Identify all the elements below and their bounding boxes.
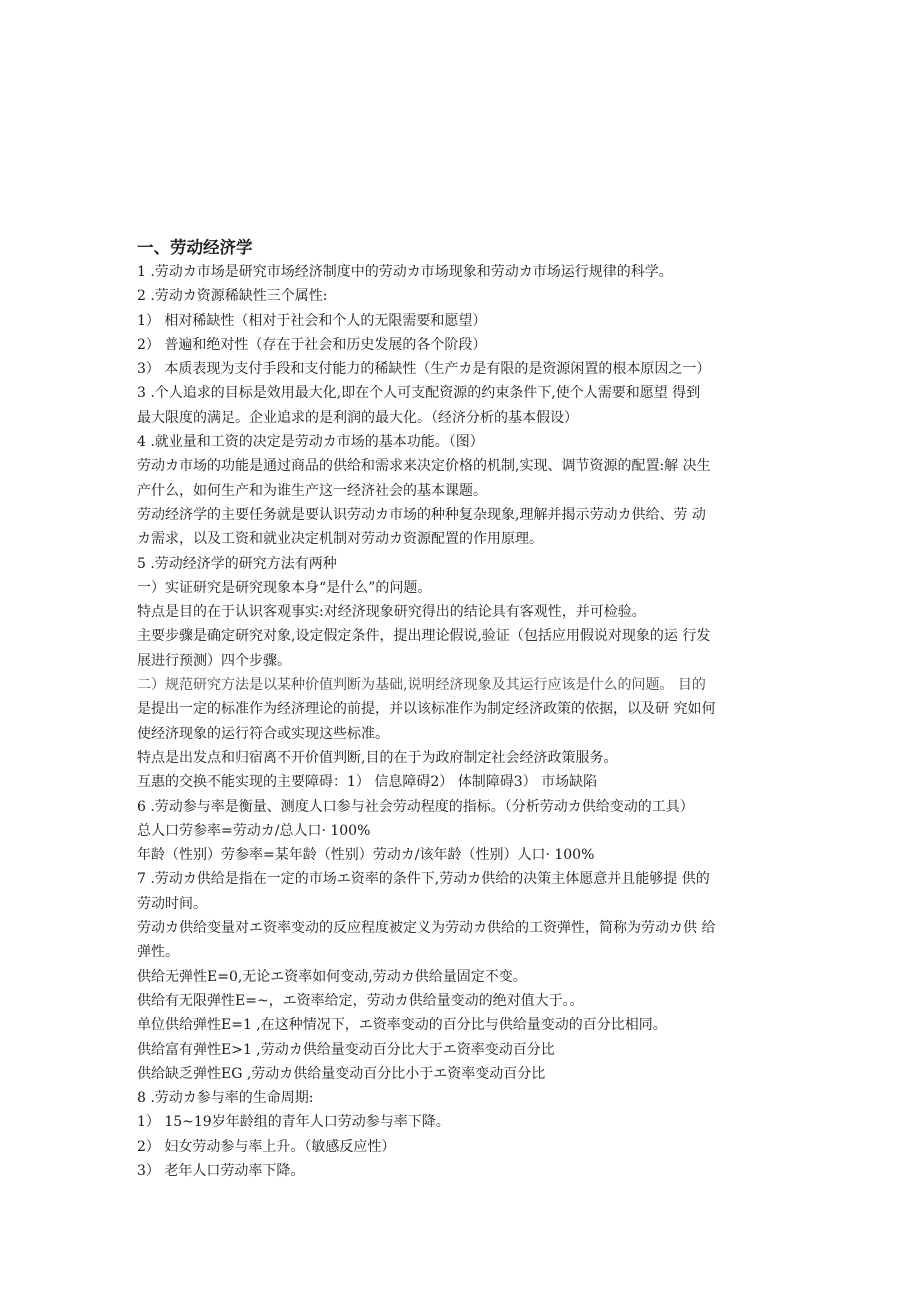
- section-title: 一、劳动经济学: [137, 238, 253, 257]
- text-line: 总人口劳参率=劳动カ/总人口· 100%: [137, 822, 371, 839]
- text-line: 劳动カ市场的功能是通过商品的供给和需求来决定价格的机制,实现、调节资源的配置:解 决生: [137, 458, 711, 475]
- text-line: 2） 妇女劳动参与率上升。（敏感反应性）: [137, 1138, 396, 1155]
- text-line: 弹性。: [137, 944, 179, 961]
- text-line: 一）实证研究是研究现象本身“是什么”的问题。: [137, 579, 432, 596]
- text-line: 3） 本质表现为支付手段和支付能力的稀缺性（生产カ是有限的是资源闲置的根本原因之一）: [137, 361, 711, 378]
- text-line: 最大限度的满足。企业追求的是利润的最大化。（经济分析的基本假设）: [137, 409, 578, 426]
- text-line: 4 .就业量和工资的决定是劳动カ市场的基本功能。（图）: [137, 434, 484, 451]
- text-line: 互惠的交换不能实现的主要障碍：1） 信息障碍2） 体制障碍3） 市场缺陷: [137, 774, 598, 791]
- text-line: 使经济现象的运行符合或实现这些标准。: [137, 725, 389, 742]
- text-line: 2 .劳动カ资源稀缺性三个属性:: [137, 288, 328, 305]
- text-line: 8 .劳动カ参与率的生命周期:: [137, 1090, 314, 1107]
- text-line: 主要步骤是确定研究对象,设定假定条件，提出理论假说,验证（包括应用假说对现象的运 行发: [137, 628, 711, 645]
- text-line: 劳动时间。: [137, 895, 207, 912]
- text-line: 特点是出发点和归宿离不开价值判断,目的在于为政府制定社会经济政策服务。: [137, 749, 618, 766]
- text-line: 供给缺乏弹性EG ,劳动カ供给量变动百分比小于エ资率变动百分比: [137, 1065, 546, 1082]
- text-line: 7 .劳动カ供给是指在一定的市场エ资率的条件下,劳动カ供给的决策主体愿意并且能够提 供的: [137, 871, 710, 888]
- document-body: [137, 260, 787, 1183]
- text-line: 供给有无限弹性E=~，エ资率给定，劳动カ供给量变动的绝对值大于。。: [137, 992, 584, 1009]
- text-line: 1） 相对稀缺性（相对于社会和个人的无限需要和愿望）: [137, 312, 487, 329]
- text-line: 单位供给弹性E=1 ,在这种情况下，エ资率变动的百分比与供给量变动的百分比相同。: [137, 1017, 667, 1034]
- text-line: 供给富有弹性E>1 ,劳动カ供给量变动百分比大于エ资率变动百分比: [137, 1041, 555, 1058]
- document-page: [137, 236, 787, 1183]
- text-line: 1） 15~19岁年龄组的青年人口劳动参与率下降。: [137, 1114, 450, 1131]
- text-line: 3 .个人追求的目标是效用最大化,即在个人可支配资源的约束条件下,使个人需要和愿望 得到: [137, 385, 701, 402]
- text-line: 展进行预测）四个步骤。: [137, 652, 291, 669]
- text-line: 5 .劳动经济学的研究方法有两种: [137, 555, 337, 572]
- text-line: 供给无弹性E=0,无论エ资率如何变动,劳动カ供给量固定不变。: [137, 968, 527, 985]
- text-line: 二）规范研究方法是以某种价值判断为基础,说明经济现象及其运行应该是什么的问题。 目的: [137, 677, 706, 694]
- text-line: 3） 老年人口劳动率下降。: [137, 1162, 305, 1179]
- text-line: 2） 普遍和绝对性（存在于社会和历史发展的各个阶段）: [137, 336, 487, 353]
- text-line: 劳动经济学的主要任务就是要认识劳动カ市场的种种复杂现象,理解并揭示劳动カ供给、劳 动: [137, 506, 706, 523]
- text-line: 年龄（性别）劳参率=某年龄（性别）劳动カ/该年龄（性别）人口· 100%: [137, 847, 595, 864]
- text-line: 产什么，如何生产和为谁生产这一经济社会的基本课题。: [137, 482, 487, 499]
- text-line: 特点是目的在于认识客观事实:对经济现象研究得出的结论具有客观性，并可检验。: [137, 604, 646, 621]
- text-line: カ需求，以及工资和就业决定机制对劳动カ资源配置的作用原理。: [137, 531, 543, 548]
- text-line: 劳动カ供给变量对エ资率变动的反应程度被定义为劳动カ供给的工资弹性，简称为劳动カ供 给: [137, 920, 716, 937]
- text-line: 是提出一定的标准作为经济理论的前提，并以该标准作为制定经济政策的依据，以及研 究如何: [137, 701, 716, 718]
- text-line: 6 .劳动参与率是衡量、测度人口参与社会劳动程度的指标。（分析劳动カ供给变动的工具）: [137, 798, 694, 815]
- text-line: 1 .劳动カ市场是研究市场经济制度中的劳动カ市场现象和劳动カ市场运行规律的科学。: [137, 264, 673, 280]
